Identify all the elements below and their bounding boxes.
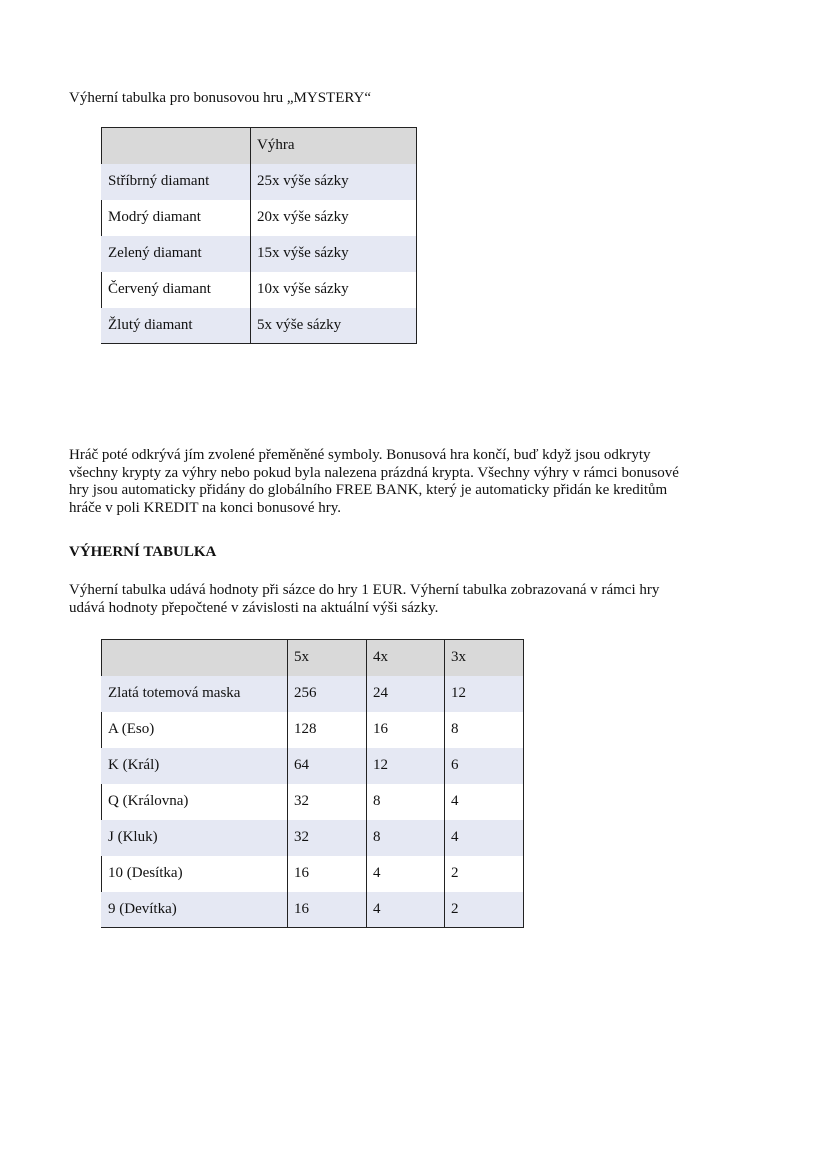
value-cell: 2 — [445, 892, 524, 928]
value-cell: 16 — [288, 856, 367, 892]
table-header-row — [102, 128, 417, 164]
paytable-heading: VÝHERNÍ TABULKA — [69, 544, 217, 560]
win-cell: 5x výše sázky — [251, 308, 417, 344]
main-paytable — [101, 639, 524, 928]
symbol-cell: Modrý diamant — [102, 200, 251, 236]
symbol-cell: Q (Královna) — [102, 784, 288, 820]
value-cell: 4 — [445, 784, 524, 820]
paragraph-line: hry jsou automaticky přidány do globálního FREE BANK, který je automaticky přidán ke kreditům — [69, 482, 668, 498]
symbol-cell: Zlatá totemová maska — [102, 676, 288, 712]
symbol-cell: Stříbrný diamant — [102, 164, 251, 200]
paragraph-line: Hráč poté odkrývá jím zvolené přeměněné symboly. Bonusová hra končí, buď když jsou odkryty — [69, 447, 651, 463]
value-cell: 12 — [367, 748, 445, 784]
table-row — [102, 712, 524, 748]
table-row — [102, 308, 417, 344]
value-cell: 12 — [445, 676, 524, 712]
bonus-paragraph — [69, 447, 769, 517]
table-row — [102, 676, 524, 712]
table-header-row — [102, 640, 524, 676]
table-row — [102, 856, 524, 892]
table-row — [102, 164, 417, 200]
win-cell: 25x výše sázky — [251, 164, 417, 200]
symbol-cell: J (Kluk) — [102, 820, 288, 856]
paragraph-line: udává hodnoty přepočtené v závislosti na aktuální výši sázky. — [69, 599, 439, 616]
value-cell: 4 — [367, 856, 445, 892]
mystery-paytable — [101, 127, 417, 344]
symbol-cell: Žlutý diamant — [102, 308, 251, 344]
table-row — [102, 272, 417, 308]
paragraph-line: Výherní tabulka udává hodnoty při sázce do hry 1 EUR. Výherní tabulka zobrazovaná v rámci hry — [69, 582, 660, 598]
symbol-cell: K (Král) — [102, 748, 288, 784]
value-cell: 4 — [445, 820, 524, 856]
win-cell: 15x výše sázky — [251, 236, 417, 272]
mystery-title: Výherní tabulka pro bonusovou hru „MYSTERY“ — [69, 90, 372, 106]
value-cell: 8 — [445, 712, 524, 748]
value-cell: 16 — [288, 892, 367, 928]
value-cell: 8 — [367, 820, 445, 856]
symbol-cell: 10 (Desítka) — [102, 856, 288, 892]
header-cell — [102, 128, 251, 164]
win-cell: 20x výše sázky — [251, 200, 417, 236]
table-row — [102, 200, 417, 236]
value-cell: 8 — [367, 784, 445, 820]
table-row — [102, 784, 524, 820]
table-row — [102, 236, 417, 272]
paragraph-line: hráče v poli KREDIT na konci bonusové hry. — [69, 499, 342, 516]
value-cell: 16 — [367, 712, 445, 748]
value-cell: 64 — [288, 748, 367, 784]
win-cell: 10x výše sázky — [251, 272, 417, 308]
value-cell: 32 — [288, 784, 367, 820]
symbol-cell: 9 (Devítka) — [102, 892, 288, 928]
header-cell: 5x — [288, 640, 367, 676]
symbol-cell: A (Eso) — [102, 712, 288, 748]
paragraph-line: všechny krypty za výhry nebo pokud byla nalezena prázdná krypta. Všechny výhry v rámci bonusové — [69, 464, 679, 481]
table-row — [102, 820, 524, 856]
table-row — [102, 748, 524, 784]
value-cell: 6 — [445, 748, 524, 784]
paytable-intro — [69, 582, 769, 617]
value-cell: 32 — [288, 820, 367, 856]
header-cell: Výhra — [251, 128, 417, 164]
value-cell: 128 — [288, 712, 367, 748]
symbol-cell: Zelený diamant — [102, 236, 251, 272]
table-row — [102, 892, 524, 928]
value-cell: 24 — [367, 676, 445, 712]
value-cell: 2 — [445, 856, 524, 892]
value-cell: 256 — [288, 676, 367, 712]
header-cell: 4x — [367, 640, 445, 676]
symbol-cell: Červený diamant — [102, 272, 251, 308]
header-cell: 3x — [445, 640, 524, 676]
value-cell: 4 — [367, 892, 445, 928]
header-cell — [102, 640, 288, 676]
